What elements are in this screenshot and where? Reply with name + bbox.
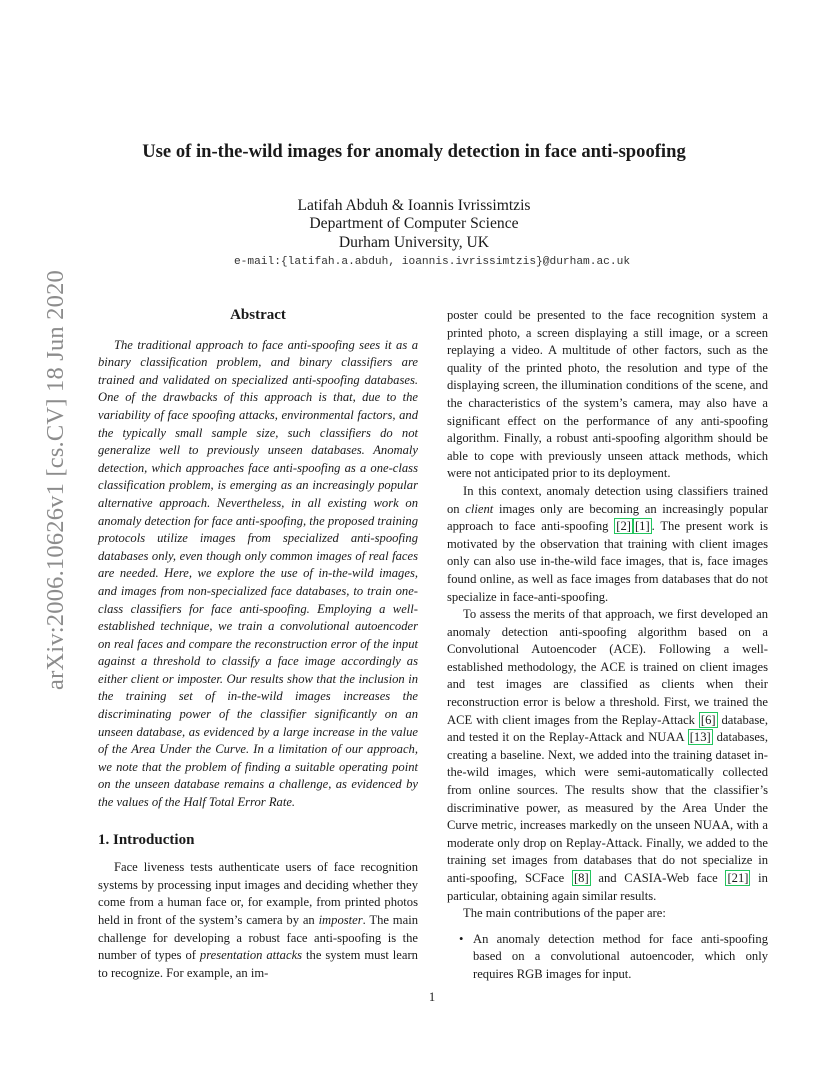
department: Department of Computer Science [309, 215, 519, 232]
paper-title: Use of in-the-wild images for anomaly detection in face anti-spoofing [142, 141, 686, 162]
right-column [447, 307, 768, 984]
left-column [98, 307, 418, 982]
abstract-text: The traditional approach to face anti-spoofing sees it as a binary classification problem, and binary classifiers are trained and validated on specialized anti-spoofing databases. One of the drawbacks of this approach is that, due to the variability of face spoofing attacks, environmental factors, and the typically small sample size, such classifiers do not generalize well to previously unseen databases. Anomaly detection, which approaches face anti-spoofing as a one-class classification problem, is emerging as an increasingly popular alternative approach. Nevertheless, in all existing work on anomaly detection for face anti-spoofing, the proposed training protocols utilize images from specialized anti-spoofing databases only, even though only common images of real faces are needed. Here, we explore the use of in-the-wild images, and images from non-specialized face databases, to train one-class classifiers for face anti-spoofing. Employing a well-established technique, we train a convolutional autoencoder on real faces and compare the reconstruction error of the input against a threshold to classify a face image accordingly as either client or imposter. Our results show that the inclusion in the training set of in-the-wild images increases the discriminating power of the classifier significantly on an unseen database, as evidenced by a large increase in the value of the Area Under the Curve. In a limitation of our approach, we note that the problem of finding a suitable operating point on the unseen database remains a challenge, as evidenced by the values of the Half Total Error Rate. [98, 337, 418, 810]
university: Durham University, UK [338, 234, 490, 251]
citation-link-1[interactable]: [1] [634, 519, 650, 534]
intro-paragraph-2: In this context, anomaly detection using classifiers trained on client images only are becoming an increasingly popular approach to face anti-spoofing [2] [1] . The present work is motivated by the observation that training with client images only can also use in-the-wild face images, that is, face images found online, as well as face images from databases that do not specialize in face-anti-spoofing. [447, 483, 768, 604]
intro-paragraph-1-continued: poster could be presented to the face recognition system a printed photo, a screen displaying a still image, or a screen replaying a video. A multitude of other factors, such as the quality of the printed photo, the resolution and type of the displaying screen, the illumination conditions of the scene, and the characteristics of the system’s camera, may also have a significant effect on the performance of any anti-spoofing algorithm. Finally, a robust anti-spoofing algorithm should be able to cope with previously unseen attack methods, which were not anticipated prior to its deployment. [447, 308, 768, 481]
citation-link-6[interactable]: [6] [700, 712, 716, 727]
page-number: 1 [428, 990, 436, 1004]
citation-link-13[interactable]: [13] [689, 730, 711, 745]
citation-link-8[interactable]: [8] [573, 871, 589, 885]
author-email: e-mail:{latifah.a.abduh, ioannis.ivrissimtzis}@durham.ac.uk [233, 256, 631, 268]
citation-link-21[interactable]: [21] [727, 871, 749, 885]
contributions-list [447, 931, 768, 984]
bullet-icon: • [459, 931, 464, 946]
abstract-heading: Abstract [230, 307, 286, 323]
list-item: • An anomaly detection method for face anti-spoofing based on a convolutional autoencoder, which only requires RGB images for input. [459, 931, 768, 981]
intro-paragraph-4: The main contributions of the paper are: [463, 906, 666, 921]
introduction-heading: 1. Introduction [98, 831, 195, 848]
citation-link-2[interactable]: [2] [616, 519, 631, 534]
arxiv-identifier-stamp: arXiv:2006.10626v1 [cs.CV] 18 Jun 2020 [42, 270, 69, 690]
intro-paragraph-1-start: Face liveness tests authenticate users of face recognition systems by processing input images and deciding whether they come from a human face or, for example, from printed photos held in front of the system’s camera by an imposter. The main challenge for developing a robust face anti-spoofing is the number of types of presentation attacks the system must learn to recognize. For example, an im- [98, 860, 418, 980]
intro-paragraph-3: To assess the merits of that approach, we first developed an anomaly detection anti-spoofing algorithm based on a Convolutional Autoencoder (ACE). Following a well-established methodology, the ACE is trained on client images and test images are classified as clients when their reconstruction error is below a threshold. First, we trained the ACE with client images from the Replay-Attack [6] database, and tested it on the Replay-Attack and NUAA [13] databases, creating a baseline. Next, we added into the training dataset in-the-wild images, which were semi-automatically collected from online sources. The results show that the classifier’s discriminative power, as measured by the Area Under the Curve metric, increases markedly on the unseen NUAA, with a moderate only drop on Replay-Attack. Finally, we added to the training set images from databases that do not specialize in anti-spoofing, SCFace [8] and CASIA-Web face [21] in particular, obtaining again similar results. [447, 607, 769, 903]
authors: Latifah Abduh & Ioannis Ivrissimtzis [297, 197, 531, 214]
